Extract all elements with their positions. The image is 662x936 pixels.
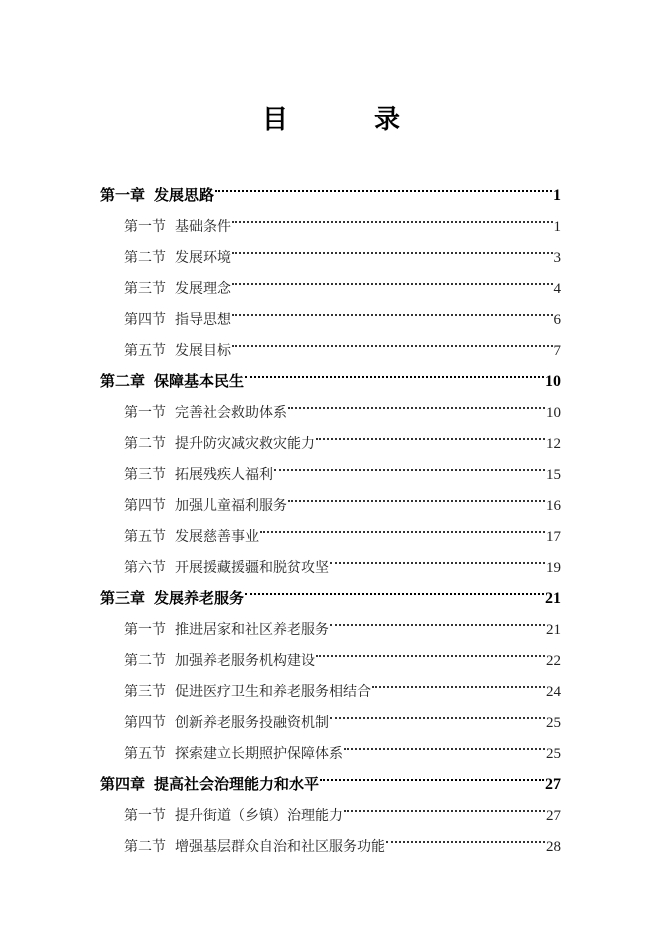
dot-leader xyxy=(330,696,545,727)
toc-section-3-3[interactable] xyxy=(100,665,561,700)
toc-entry-number: 第一节 xyxy=(124,219,166,235)
toc-entry-title: 提升防灾减灾救灾能力 xyxy=(175,436,315,452)
toc-page-number: 24 xyxy=(546,684,561,700)
dot-leader xyxy=(232,262,553,293)
toc-entry-number: 第二节 xyxy=(124,436,166,452)
toc-page-number: 21 xyxy=(545,590,561,607)
toc-page-number: 12 xyxy=(546,436,561,452)
toc-section-3-4[interactable] xyxy=(100,696,561,731)
toc-page-number: 27 xyxy=(545,776,561,793)
dot-leader xyxy=(316,417,545,448)
toc-section-3-5[interactable] xyxy=(100,727,561,762)
toc-page-number: 21 xyxy=(546,622,561,638)
toc-chapter-3[interactable] xyxy=(100,572,561,607)
toc-entry-number: 第二节 xyxy=(124,653,166,669)
toc-entry-title: 推进居家和社区养老服务 xyxy=(175,622,329,638)
dot-leader xyxy=(232,293,553,324)
toc-entry-title: 拓展残疾人福利 xyxy=(175,467,273,483)
toc-page-number: 17 xyxy=(546,529,561,545)
toc-entry-number: 第四章 xyxy=(100,775,146,793)
table-of-contents xyxy=(100,169,561,855)
toc-entry-title: 发展养老服务 xyxy=(154,589,245,607)
dot-leader xyxy=(288,479,545,510)
toc-entry-number: 第一章 xyxy=(100,186,146,204)
toc-page-number: 15 xyxy=(546,467,561,483)
toc-entry-title: 基础条件 xyxy=(175,219,231,235)
dot-leader xyxy=(215,169,552,200)
toc-section-1-5[interactable] xyxy=(100,324,561,359)
dot-leader xyxy=(320,758,544,789)
dot-leader xyxy=(274,448,545,479)
toc-entry-number: 第六节 xyxy=(124,560,166,576)
dot-leader xyxy=(330,541,545,572)
toc-entry-title: 发展思路 xyxy=(154,186,215,204)
toc-entry-title: 提升街道（乡镇）治理能力 xyxy=(175,808,343,824)
toc-section-1-2[interactable] xyxy=(100,231,561,266)
toc-entry-title: 发展环境 xyxy=(175,250,231,266)
toc-chapter-1[interactable] xyxy=(100,169,561,204)
toc-entry-number: 第五节 xyxy=(124,529,166,545)
toc-page-number: 22 xyxy=(546,653,561,669)
dot-leader xyxy=(330,603,545,634)
toc-entry-number: 第二章 xyxy=(100,372,146,390)
toc-page-number: 10 xyxy=(546,405,561,421)
toc-entry-number: 第一节 xyxy=(124,405,166,421)
toc-entry-number: 第三节 xyxy=(124,467,166,483)
toc-entry-title: 创新养老服务投融资机制 xyxy=(175,715,329,731)
toc-entry-number: 第二节 xyxy=(124,250,166,266)
toc-entry-title: 加强养老服务机构建设 xyxy=(175,653,315,669)
toc-entry-title: 发展目标 xyxy=(175,343,231,359)
toc-entry-title: 探索建立长期照护保障体系 xyxy=(175,746,343,762)
toc-entry-title: 促进医疗卫生和养老服务相结合 xyxy=(175,684,371,700)
toc-section-2-4[interactable] xyxy=(100,479,561,514)
toc-entry-number: 第一节 xyxy=(124,622,166,638)
dot-leader xyxy=(344,789,545,820)
toc-entry-number: 第五节 xyxy=(124,746,166,762)
toc-page-number: 16 xyxy=(546,498,561,514)
toc-chapter-4[interactable] xyxy=(100,758,561,793)
toc-entry-title: 提高社会治理能力和水平 xyxy=(154,775,320,793)
toc-section-2-5[interactable] xyxy=(100,510,561,545)
dot-leader xyxy=(232,200,553,231)
toc-entry-title: 增强基层群众自治和社区服务功能 xyxy=(175,839,385,855)
toc-entry-number: 第五节 xyxy=(124,343,166,359)
toc-section-3-2[interactable] xyxy=(100,634,561,669)
dot-leader xyxy=(316,634,545,665)
toc-entry-title: 发展慈善事业 xyxy=(175,529,259,545)
toc-chapter-2[interactable] xyxy=(100,355,561,390)
toc-section-1-3[interactable] xyxy=(100,262,561,297)
toc-title: 目 录 xyxy=(261,105,430,135)
dot-leader xyxy=(386,820,545,851)
toc-page-number: 27 xyxy=(546,808,561,824)
toc-entry-title: 完善社会救助体系 xyxy=(175,405,287,421)
dot-leader xyxy=(245,355,544,386)
toc-entry-number: 第四节 xyxy=(124,312,166,328)
toc-entry-title: 发展理念 xyxy=(175,281,231,297)
toc-entry-title: 指导思想 xyxy=(175,312,231,328)
toc-section-1-4[interactable] xyxy=(100,293,561,328)
toc-page-number: 7 xyxy=(553,343,561,359)
toc-entry-number: 第三章 xyxy=(100,589,146,607)
toc-section-2-3[interactable] xyxy=(100,448,561,483)
toc-page-number: 4 xyxy=(553,281,561,297)
dot-leader xyxy=(232,324,553,355)
toc-entry-number: 第一节 xyxy=(124,808,166,824)
toc-entry-number: 第三节 xyxy=(124,281,166,297)
toc-page-number: 28 xyxy=(546,839,561,855)
toc-page-number: 6 xyxy=(553,312,561,328)
toc-page-number: 1 xyxy=(553,219,561,235)
toc-entry-title: 加强儿童福利服务 xyxy=(175,498,287,514)
toc-section-2-2[interactable] xyxy=(100,417,561,452)
toc-entry-title: 保障基本民生 xyxy=(154,372,245,390)
toc-page-number: 19 xyxy=(546,560,561,576)
dot-leader xyxy=(260,510,545,541)
toc-page-number: 10 xyxy=(545,373,561,390)
toc-page-number: 1 xyxy=(553,187,561,204)
dot-leader xyxy=(232,231,553,262)
toc-entry-title: 开展援藏援疆和脱贫攻坚 xyxy=(175,560,329,576)
dot-leader xyxy=(344,727,545,758)
toc-page-number: 25 xyxy=(546,715,561,731)
toc-entry-number: 第四节 xyxy=(124,498,166,514)
toc-section-2-6[interactable] xyxy=(100,541,561,576)
toc-page-number: 25 xyxy=(546,746,561,762)
dot-leader xyxy=(372,665,545,696)
dot-leader xyxy=(288,386,545,417)
dot-leader xyxy=(245,572,544,603)
toc-page-number: 3 xyxy=(553,250,561,266)
toc-entry-number: 第四节 xyxy=(124,715,166,731)
toc-entry-number: 第三节 xyxy=(124,684,166,700)
toc-entry-number: 第二节 xyxy=(124,839,166,855)
